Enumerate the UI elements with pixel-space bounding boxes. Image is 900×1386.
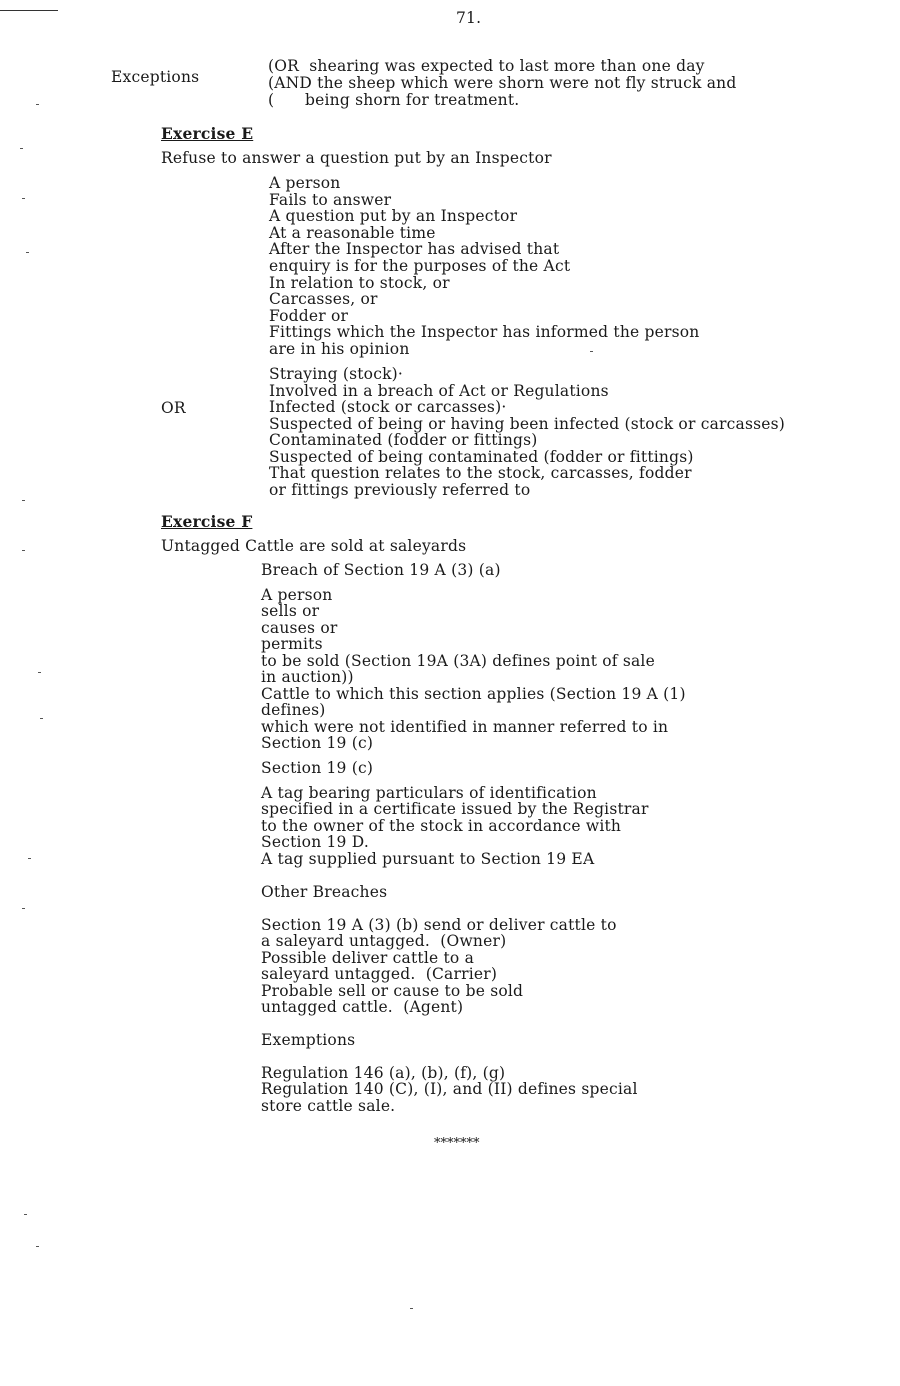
exercise-f-line: Section 19 (c): [261, 734, 374, 752]
scan-speck: [36, 1246, 39, 1247]
exercise-e-line: In relation to stock, or: [269, 274, 450, 292]
section-19c-label: Section 19 (c): [261, 759, 374, 777]
exercise-e-line: Involved in a breach of Act or Regulations: [269, 382, 609, 400]
exemptions-label: Exemptions: [261, 1031, 356, 1049]
scan-speck: [36, 104, 39, 105]
exercise-f-line: defines): [261, 701, 326, 719]
exercise-f-line: to be sold (Section 19A (3A) defines point of sale: [261, 652, 655, 670]
scan-speck: [22, 500, 25, 501]
or-label: OR: [161, 399, 186, 417]
exercise-e-line: Suspected of being or having been infected (stock or carcasses): [269, 415, 786, 433]
exercise-e-line: Fittings which the Inspector has informed the person: [269, 323, 700, 341]
scan-speck: [38, 672, 41, 673]
exercise-f-breach: Breach of Section 19 A (3) (a): [261, 561, 501, 579]
scan-speck: [590, 351, 593, 352]
exercise-e-line: Infected (stock or carcasses)·: [269, 398, 507, 416]
exercise-f-line: Section 19 A (3) (b) send or deliver cattle to: [261, 916, 617, 934]
exercise-f-line: Section 19 D.: [261, 833, 369, 851]
scan-speck: [40, 718, 43, 719]
exercise-f-line: A person: [261, 586, 333, 604]
exercise-f-heading: Exercise F: [161, 512, 253, 531]
exceptions-line: ( being shorn for treatment.: [268, 91, 520, 109]
scan-speck: [20, 148, 23, 149]
scan-speck: [28, 858, 31, 859]
scan-speck: [22, 198, 25, 199]
exercise-f-line: which were not identified in manner referred to in: [261, 718, 669, 736]
exercise-e-line: After the Inspector has advised that: [269, 240, 560, 258]
exercise-f-line: A tag bearing particulars of identification: [261, 784, 597, 802]
exercise-e-line: A question put by an Inspector: [269, 207, 518, 225]
scan-speck: [22, 908, 25, 909]
exercise-f-line: saleyard untagged. (Carrier): [261, 965, 498, 983]
end-mark: *******: [434, 1136, 480, 1151]
exercise-e-line: or fittings previously referred to: [269, 481, 531, 499]
exercise-e-line: Carcasses, or: [269, 290, 378, 308]
exercise-f-line: causes or: [261, 619, 338, 637]
exercise-f-line: A tag supplied pursuant to Section 19 EA: [261, 850, 595, 868]
exercise-f-line: Regulation 140 (C), (I), and (II) defines special: [261, 1080, 638, 1098]
exercise-e-title: Refuse to answer a question put by an Inspector: [161, 149, 552, 167]
exercise-e-line: That question relates to the stock, carcasses, fodder: [269, 464, 692, 482]
exercise-f-line: permits: [261, 635, 323, 653]
exercise-f-line: untagged cattle. (Agent): [261, 998, 464, 1016]
exercise-f-line: a saleyard untagged. (Owner): [261, 932, 507, 950]
page-number: 71.: [456, 9, 482, 27]
exercise-e-line: are in his opinion: [269, 340, 410, 358]
scan-speck: [22, 550, 25, 551]
exercise-e-line: Contaminated (fodder or fittings): [269, 431, 538, 449]
exceptions-line: (AND the sheep which were shorn were not fly struck and: [268, 74, 737, 92]
exercise-f-line: sells or: [261, 602, 320, 620]
top-rule: [0, 10, 58, 11]
exercise-e-line: enquiry is for the purposes of the Act: [269, 257, 571, 275]
scan-speck: [26, 252, 29, 253]
exercise-f-line: Regulation 146 (a), (b), (f), (g): [261, 1064, 506, 1082]
scan-speck: [24, 1214, 27, 1215]
exercise-f-line: Possible deliver cattle to a: [261, 949, 475, 967]
exercise-e-line: Fails to answer: [269, 191, 392, 209]
exercise-f-line: to the owner of the stock in accordance with: [261, 817, 622, 835]
exercise-f-line: specified in a certificate issued by the Registrar: [261, 800, 649, 818]
exceptions-label: Exceptions: [111, 68, 200, 86]
scan-speck: [410, 1308, 413, 1309]
exercise-e-line: A person: [269, 174, 341, 192]
exercise-f-line: Probable sell or cause to be sold: [261, 982, 524, 1000]
exercise-f-title: Untagged Cattle are sold at saleyards: [161, 537, 467, 555]
exercise-f-line: store cattle sale.: [261, 1097, 396, 1115]
exercise-e-line: Straying (stock)·: [269, 365, 404, 383]
exercise-f-line: Cattle to which this section applies (Section 19 A (1): [261, 685, 686, 703]
exercise-e-line: Suspected of being contaminated (fodder or fittings): [269, 448, 694, 466]
exercise-e-line: At a reasonable time: [269, 224, 436, 242]
exercise-e-heading: Exercise E: [161, 124, 254, 143]
exercise-e-line: Fodder or: [269, 307, 349, 325]
other-breaches-label: Other Breaches: [261, 883, 388, 901]
exercise-f-line: in auction)): [261, 668, 354, 686]
exceptions-line: (OR shearing was expected to last more than one day: [268, 57, 705, 75]
